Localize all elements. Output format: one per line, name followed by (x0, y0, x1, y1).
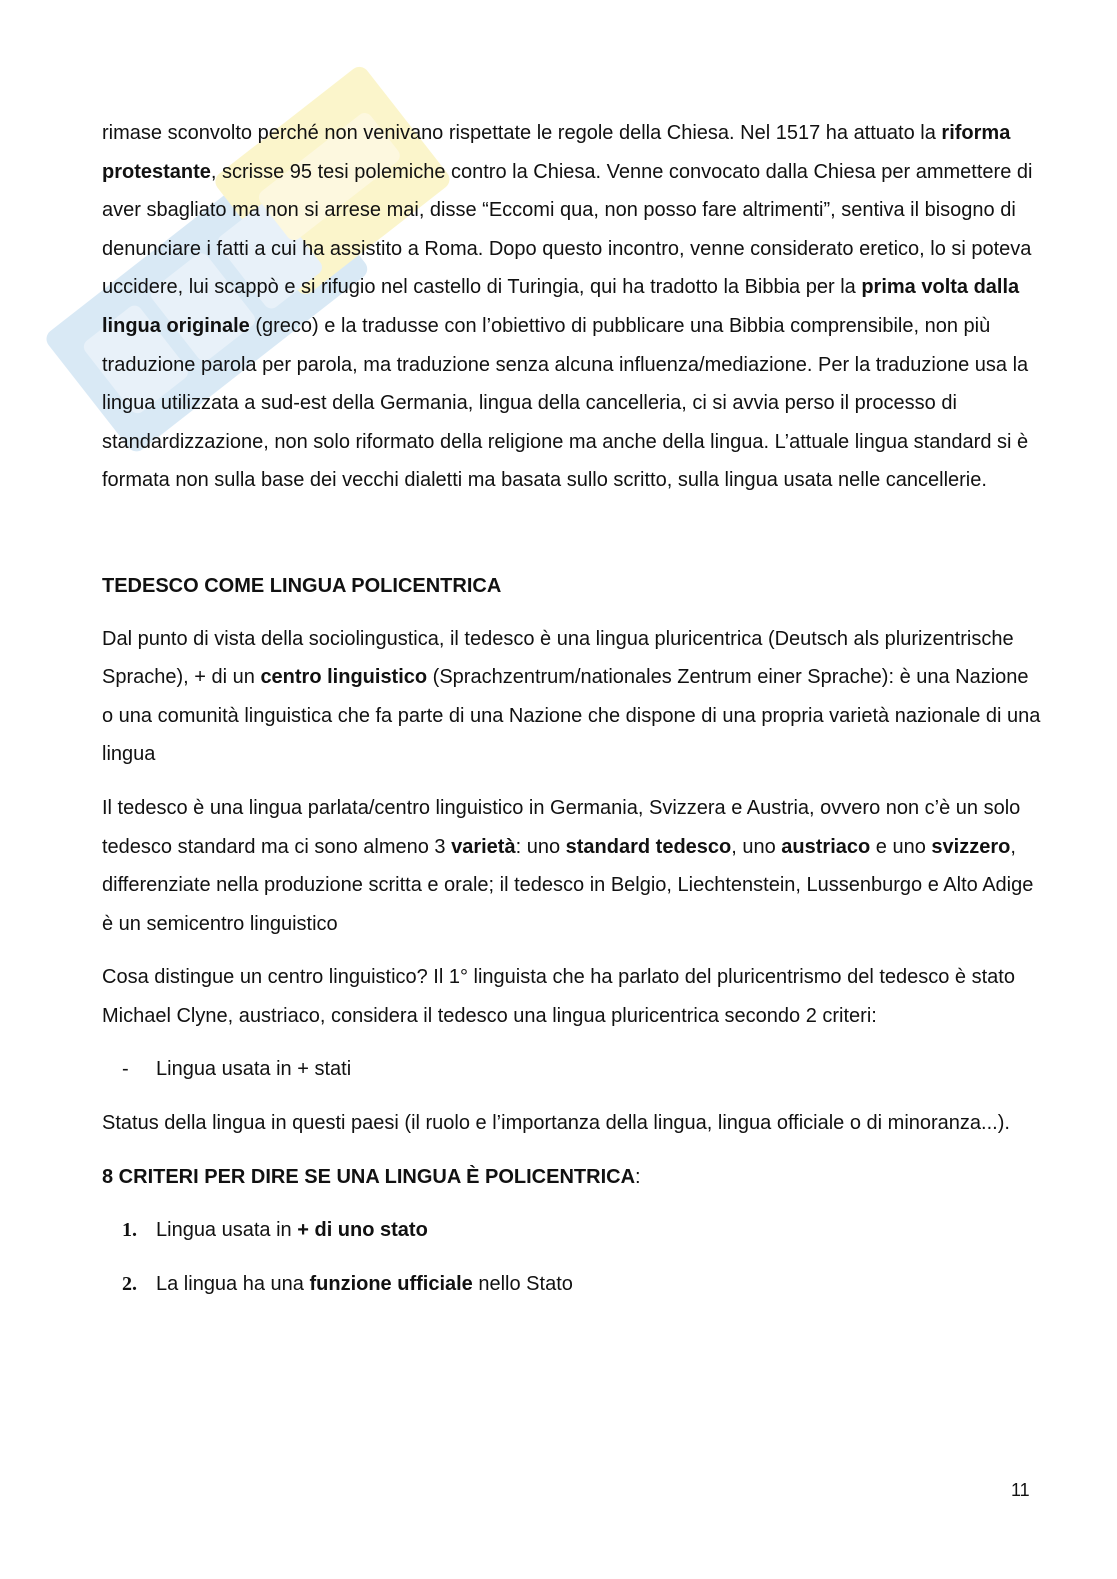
text: , uno (731, 835, 782, 858)
bullet-item (102, 1050, 1042, 1089)
heading-colon: : (635, 1165, 641, 1188)
criteria-text (156, 1211, 428, 1250)
page-number: 11 (1011, 1480, 1030, 1500)
text: Il tedesco è una lingua parlata/centro linguistico in Germania, Svizzera e Austria, ovvero non c’è un solo tedesco standard ma ci sono almeno 3 (102, 796, 1021, 858)
text: La lingua ha una (156, 1272, 310, 1295)
text: rimase sconvolto perché non venivano rispettate le regole della Chiesa. Nel 1517 ha attuato la (102, 122, 942, 144)
bold-text: varietà (451, 835, 516, 858)
section-heading: TEDESCO COME LINGUA POLICENTRICA (102, 574, 502, 597)
text: e uno (870, 835, 932, 858)
text: Dal punto di vista della sociolingustica, il tedesco è una lingua pluricentrica (Deutsch als plurizentrische Sprache), + di un (102, 627, 1014, 689)
bold-text: + di uno stato (297, 1219, 428, 1242)
criteria-heading (102, 1158, 1042, 1197)
list-number: 1. (122, 1219, 137, 1242)
bullet-marker: - (122, 1058, 129, 1081)
bold-text: svizzero (931, 835, 1011, 858)
criteria-text (156, 1265, 573, 1304)
bold-text: austriaco (781, 835, 871, 858)
text: (Sprachzentrum/nationales Zentrum einer Sprache): è una Nazione o una comunità linguistica che fa parte di una Nazione che dispone di una propria varietà nazionale di una lingua (102, 666, 1041, 766)
text: nello Stato (472, 1272, 573, 1295)
paragraph-luther (102, 114, 1042, 500)
document-body (102, 114, 1042, 1318)
bold-text: centro linguistico (260, 666, 428, 689)
criteria-item (102, 1211, 1042, 1250)
text: , differenziate nella produzione scritta e orale; il tedesco in Belgio, Liechtenstein, Lussenburgo e Alto Adige è un semicentro linguistico (102, 835, 1034, 935)
paragraph-varieties (102, 789, 1042, 943)
text: , scrisse 95 tesi polemiche contro la Chiesa. Venne convocato dalla Chiesa per ammettere di aver sbagliato ma non si arrese mai, disse “Eccomi qua, non posso fare altrimenti”, sentiva il bisogno di denunciare i fatti a cui ha assistito a Roma. Dopo questo incontro, venne considerato eretico, lo si poteva uccidere, lui scappò e si rifugio nel castello di Turingia, qui ha tradotto la Bibbia per la (102, 160, 1033, 299)
bold-text: riforma protestante (102, 122, 1011, 183)
list-number: 2. (122, 1272, 137, 1295)
bold-text: funzione ufficiale (309, 1272, 473, 1295)
bold-text: standard tedesco (565, 835, 732, 858)
text: (greco) e la tradusse con l’obiettivo di pubblicare una Bibbia comprensibile, non più traduzione parola per parola, ma traduzione senza alcuna influenza/mediazione. Per la traduzione usa la lingua utilizzata a sud-est della Germania, lingua della cancelleria, ci si avvia perso il processo di standardizzazione, non solo riformato della religione ma anche della lingua. L’attuale lingua standard si è formata non sulla base dei vecchi dialetti ma basata sullo scritto, sulla lingua usata nelle cancellerie. (102, 314, 1029, 492)
paragraph-definition (102, 620, 1042, 774)
text: : uno (515, 835, 566, 858)
bold-text: prima volta dalla lingua originale (102, 276, 1020, 337)
criteria-item (102, 1265, 1042, 1304)
heading-text: 8 CRITERI PER DIRE SE UNA LINGUA È POLICENTRICA (102, 1165, 636, 1188)
text: Lingua usata in (156, 1219, 298, 1242)
paragraph-status: Status della lingua in questi paesi (il ruolo e l’importanza della lingua, lingua officiale o di minoranza...). (102, 1112, 1010, 1135)
bullet-text: Lingua usata in + stati (156, 1058, 352, 1081)
paragraph-clyne: Cosa distingue un centro linguistico? Il 1° linguista che ha parlato del pluricentrismo del tedesco è stato Michael Clyne, austriaco, considera il tedesco una lingua pluricentrica secondo 2 criteri: (102, 966, 1015, 1027)
